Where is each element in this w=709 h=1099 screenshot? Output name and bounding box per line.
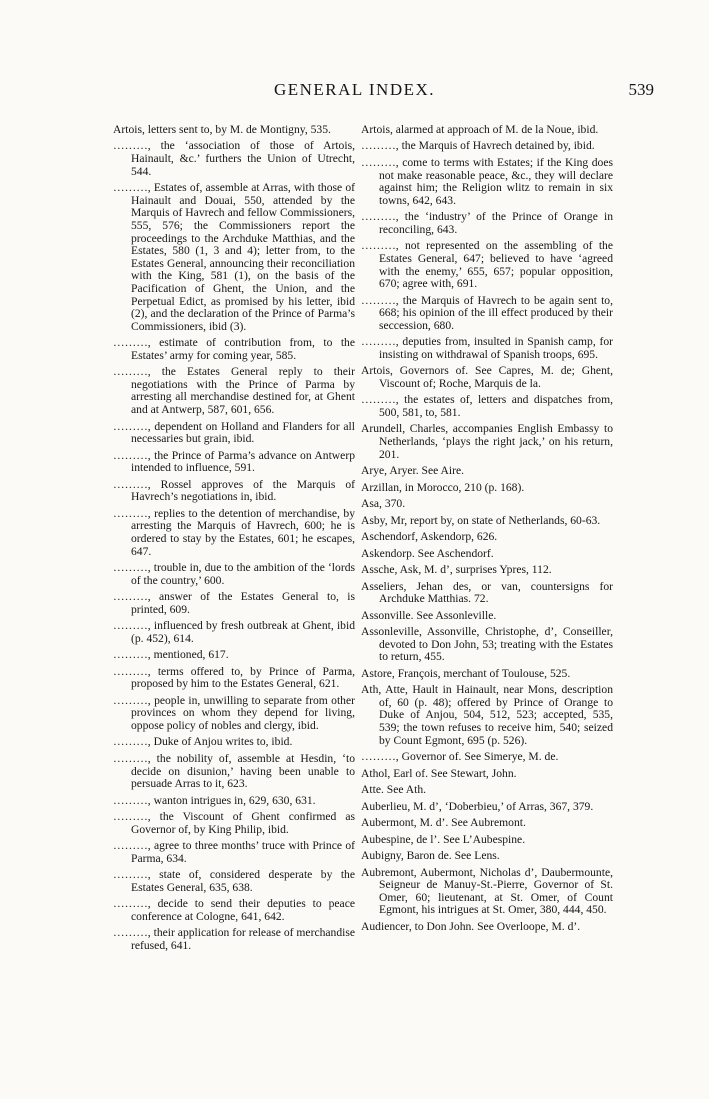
index-entry: ………, their application for release of merchandise refused, 641. [113,926,355,953]
index-entry: ………, Rossel approves of the Marquis of Havrech’s negotiations in, ibid. [113,477,355,504]
index-entry: Artois, letters sent to, by M. de Montigny, 535. [113,123,331,136]
index-entry: Artois, Governors of. See Capres, M. de; Ghent, Viscount of; Roche, Marquis de la. [361,364,613,390]
index-entry: ………, terms offered to, by Prince of Parma, proposed by him to the Estates General, 621. [113,664,355,691]
index-entry: Aubigny, Baron de. See Lens. [361,849,500,863]
index-entry: Arye, Aryer. See Aire. [361,464,465,478]
index-entry: ………, answer of the Estates General to, is printed, 609. [113,590,355,616]
index-entry: ………, wanton intrigues in, 629, 630, 631. [113,793,316,807]
running-title: GENERAL INDEX. [273,80,436,99]
index-entry: Ath, Atte, Hault in Hainault, near Mons, description of, 60 (p. 48); offered by Prince of Orange to Duke of Anjou, 504, 512, 523; accepted, 535, 539; the town refuses to receive him, 540; seized by Count Egmont, 695 (p. 526). [361,683,613,747]
index-entry: ………, mentioned, 617. [113,648,229,662]
index-entry: Aubespine, de l’. See L’Aubespine. [361,832,526,846]
index-entry: Askendorp. See Aschendorf. [361,546,494,560]
index-entry: ………, Duke of Anjou writes to, ibid. [113,735,293,749]
index-entry: ………, people in, unwilling to separate from other provinces on whom they depend for living, oppose policy of nobles and clergy, ibid. [113,693,355,732]
index-entry: ………, the Estates General reply to their negotiations with the Prince of Parma by arresting all merchandise destined for, at Ghent and at Antwerp, 587, 601, 656. [113,365,355,417]
index-entry: ………, dependent on Holland and Flanders for all necessaries but grain, ibid. [113,419,355,446]
index-entry: Arundell, Charles, accompanies English Embassy to Netherlands, ‘plays the right jack,’ on his return, 201. [361,422,613,461]
index-entry: Asseliers, Jehan des, or van, countersigns for Archduke Matthias. 72. [361,579,613,606]
index-entry: Audiencer, to Don John. See Overloope, M. d’. [361,919,581,933]
index-entry: Athol, Earl of. See Stewart, John. [361,766,517,780]
index-entry: ………, the Viscount of Ghent confirmed as Governor of, by King Philip, ibid. [113,810,355,836]
index-entry: ………, influenced by fresh outbreak at Ghent, ibid (p. 452), 614. [113,619,355,645]
index-column-right [361,124,613,937]
index-entry: Arzillan, in Morocco, 210 (p. 168). [361,480,525,494]
index-entry: ………, the estates of, letters and dispatches from, 500, 581, to, 581. [361,393,613,419]
index-entry: Assche, Ask, M. d’, surprises Ypres, 112. [361,563,552,577]
index-entry: ………, state of, considered desperate by the Estates General, 635, 638. [113,868,355,894]
index-entry: ………, Governor of. See Simerye, M. de. [361,750,559,764]
index-entry: ………, not represented on the assembling of the Estates General, 647; believed to have ‘agreed with the enemy,’ 655, 657; popular opposition, 670; agree with, 691. [361,239,613,291]
index-entry: ………, replies to the detention of merchandise, by arresting the Marquis of Havrech, 600; he is ordered to stay by the Estates, 601; he escapes, 647. [113,506,355,558]
index-entry: Aschendorf, Askendorp, 626. [361,530,498,544]
index-entry: ………, estimate of contribution from, to the Estates’ army for coming year, 585. [113,336,355,362]
index-entry: Astore, François, merchant of Toulouse, 525. [361,666,571,680]
index-entry: Asa, 370. [361,497,406,511]
index-entry: ………, deputies from, insulted in Spanish camp, for insisting on withdrawal of Spanish troops, 695. [361,335,613,361]
index-entry: ………, agree to three months’ truce with Prince of Parma, 634. [113,839,355,865]
page-header [0,80,709,104]
index-entry: ………, the ‘industry’ of the Prince of Orange in reconciling, 643. [361,210,613,236]
index-entry: ………, trouble in, due to the ambition of the ‘lords of the country,’ 600. [113,561,355,587]
index-entry: Auberlieu, M. d’, ‘Doberbieu,’ of Arras, 367, 379. [361,799,594,813]
index-entry: Assonleville, Assonville, Christophe, d’, Conseiller, devoted to Don John, 53; treating with the Estates to return, 455. [361,625,613,664]
index-column-left [113,124,355,957]
index-entry: ………, the nobility of, assemble at Hesdin, ‘to decide on disunion,’ having been unable to persuade Arras to it, 623. [113,751,355,791]
index-entry: Aubremont, Aubermont, Nicholas d’, Daubermounte, Seigneur de Manuy-St.-Pierre, Governor of St. Omer, 60; lieutenant, at St. Omer, of Count Egmont, his intrigues at St. Omer, 380, 444, 450. [361,865,613,917]
index-entry: ………, Estates of, assemble at Arras, with those of Hainault and Douai, 550, attended by the Marquis of Havrech and fellow Commissioners, 555, 576; the Commissioners report the proceedings to the Archduke Matthias, and the Estates, 580 (1, 3 and 4); letter from, to the Estates General, announcing their reconciliation with the King, 581 (1), on the basis of the Pacification of Ghent, the Union, and the Perpetual Edict, as promised by his letter, ibid (2), and the declaration of the Prince of Parma’s Commissioners, ibid (3). [113,181,355,333]
index-entry: ………, the Prince of Parma’s advance on Antwerp intended to influence, 591. [113,448,355,475]
index-entry: ………, the Marquis of Havrech detained by, ibid. [361,139,595,153]
index-entry: ………, the ‘association of those of Artois, Hainault, &c.’ furthers the Union of Utrecht, 544. [113,139,355,178]
index-entry: ………, the Marquis of Havrech to be again sent to, 668; his opinion of the ill effect produced by their seccession, 680. [361,293,613,332]
index-entry: Atte. See Ath. [361,783,427,797]
index-entry: ………, decide to send their deputies to peace conference at Cologne, 641, 642. [113,897,355,923]
index-entry: Assonville. See Assonleville. [361,608,497,622]
page-number: 539 [628,80,654,99]
index-entry: Aubermont, M. d’. See Aubremont. [361,816,526,830]
index-entry: ………, come to terms with Estates; if the King does not make reasonable peace, &c., they will declare against him; the Religion wlitz to remain in six towns, 642, 643. [361,155,613,207]
index-entry: Asby, Mr, report by, on state of Netherlands, 60-63. [361,513,601,527]
index-entry: Artois, alarmed at approach of M. de la Noue, ibid. [361,123,599,136]
